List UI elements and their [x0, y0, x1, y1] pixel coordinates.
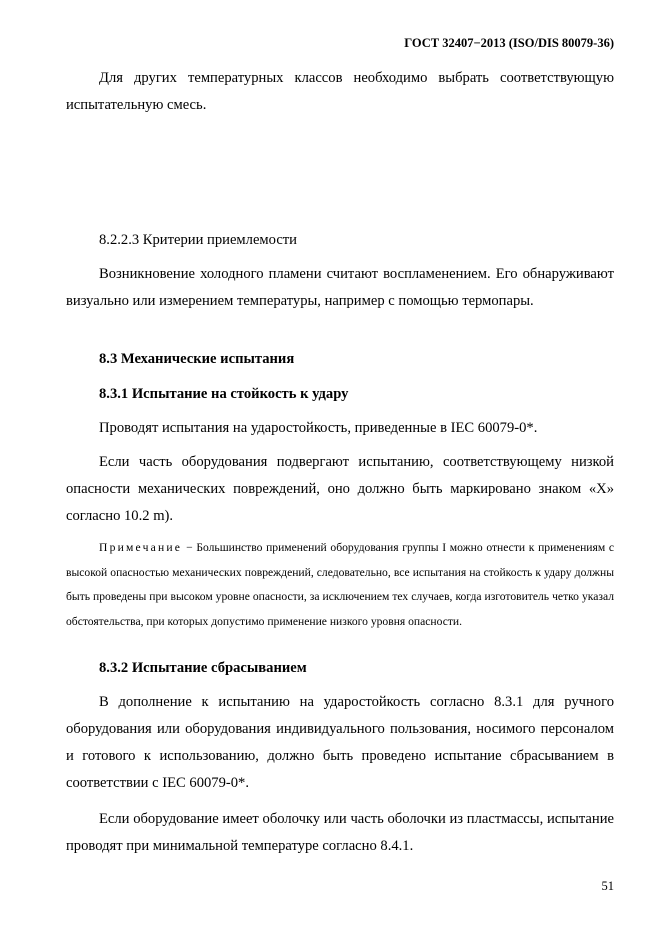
section-8-3-1-title-block — [66, 381, 614, 408]
intro-block — [66, 65, 614, 119]
section-8-3-1-paragraph-2: Если часть оборудования подвергают испытанию, соответствующему низкой опасности механических повреждений, оно должно быть маркировано знаком «X» согласно 10.2 m). — [66, 454, 614, 524]
section-8-3-1-para1-block — [66, 415, 614, 442]
note-label: Примечание — [99, 541, 183, 554]
section-8-2-2-3-title-block — [66, 227, 614, 254]
section-8-3-2-paragraph-2: Если оборудование имеет оболочку или часть оболочки из пластмассы, испытание проводят при минимальной температуре согласно 8.4.1. — [66, 811, 614, 854]
section-8-3-title: 8.3 Механические испытания — [99, 351, 295, 367]
section-8-3-1-para2-block — [66, 449, 614, 530]
note-block — [66, 536, 614, 634]
note-paragraph — [66, 536, 614, 634]
note-text: − Большинство применений оборудования группы I можно отнести к применениям с высокой опасностью механических повреждений, следовательно, все испытания на стойкость к удару должны быть проведены при высоком уровне опасности, за исключением тех случаев, когда изготовитель четко указал обстоятельства, при которых допустимо применение низкого уровня опасности. — [66, 541, 614, 628]
intro-paragraph: Для других температурных классов необходимо выбрать соответствующую испытательную смесь. — [66, 70, 614, 113]
section-8-3-title-block — [66, 346, 614, 373]
section-8-3-2-para1-block — [66, 689, 614, 797]
section-8-3-1-title: 8.3.1 Испытание на стойкость к удару — [99, 386, 349, 402]
section-8-3-2-para2-block — [66, 806, 614, 860]
page-number: 51 — [601, 879, 614, 893]
section-8-3-2-paragraph-1: В дополнение к испытанию на ударостойкость согласно 8.3.1 для ручного оборудования или оборудования индивидуального пользования, носимого персоналом и готового к использованию, должно быть проведено испытание сбрасыванием в соответствии с IEC 60079-0*. — [66, 694, 614, 791]
section-8-2-2-3-paragraph: Возникновение холодного пламени считают воспламенением. Его обнаруживают визуально или измерением температуры, например с помощью термопары. — [66, 266, 614, 309]
section-8-2-2-3-title: 8.2.2.3 Критерии приемлемости — [99, 232, 297, 248]
section-8-3-2-title-block — [66, 655, 614, 682]
section-8-2-2-3-body — [66, 261, 614, 315]
standard-header: ГОСТ 32407−2013 (ISO/DIS 80079-36) — [404, 36, 614, 50]
section-8-3-2-title: 8.3.2 Испытание сбрасыванием — [99, 660, 307, 676]
section-8-3-1-paragraph-1: Проводят испытания на ударостойкость, приведенные в IEC 60079-0*. — [99, 420, 538, 436]
